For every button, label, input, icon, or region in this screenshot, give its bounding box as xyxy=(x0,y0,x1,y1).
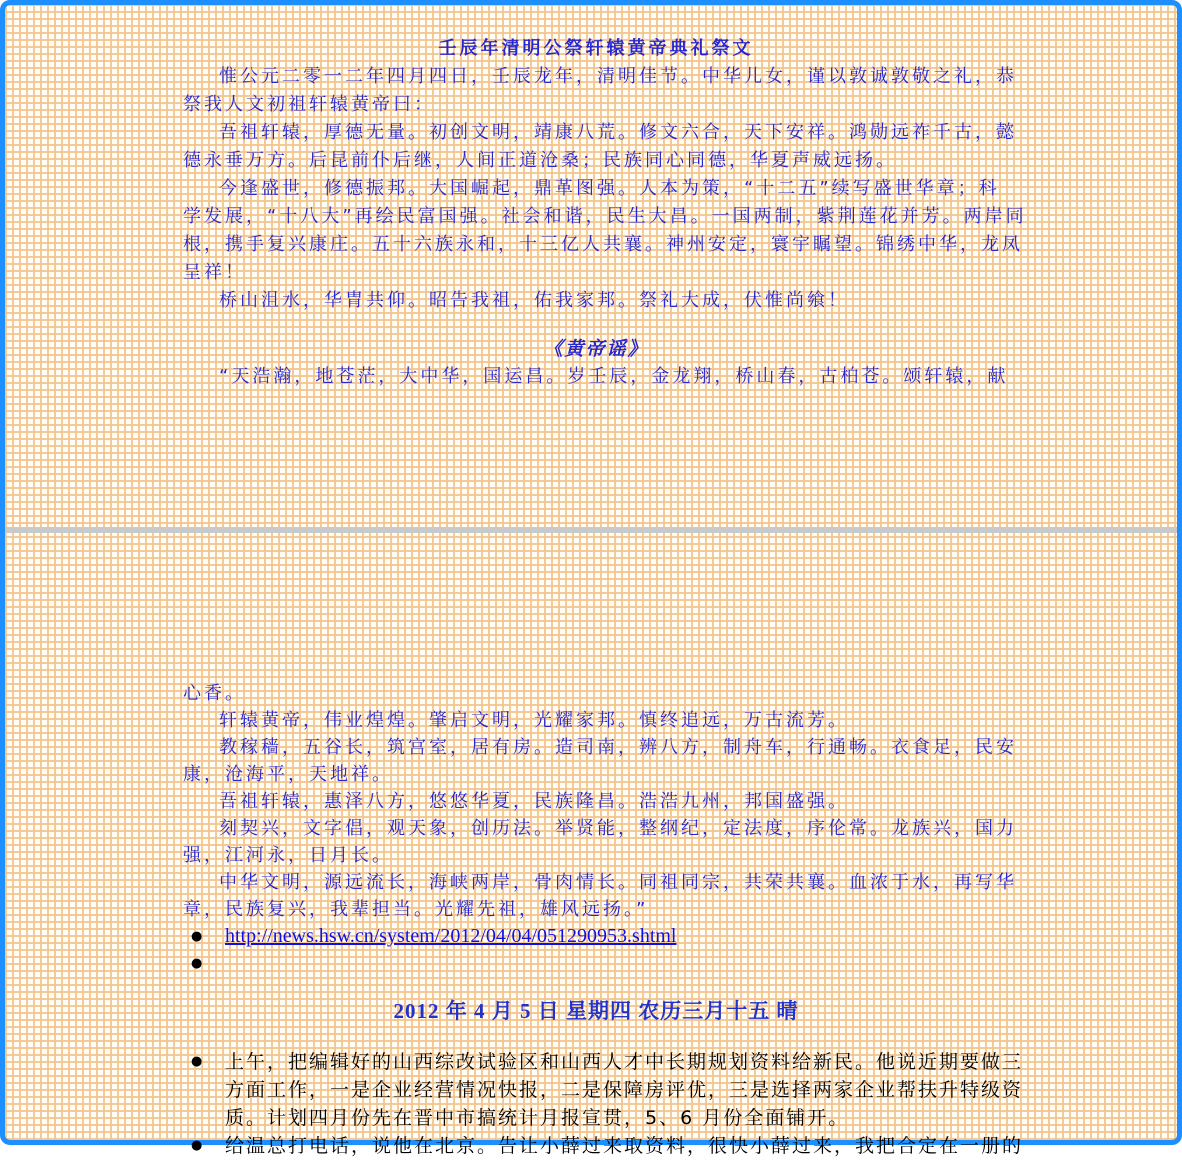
diary-section xyxy=(183,1048,1024,1160)
bullet-icon: ● xyxy=(191,1054,203,1069)
text-line: 心香。 xyxy=(183,683,246,704)
text-line: 康，沧海平，天地祥。 xyxy=(183,764,393,785)
diary-line: 上午，把编辑好的山西综改试验区和山西人才中长期规划资料给新民。他说近期要做三 xyxy=(225,1051,1024,1073)
text-line: 呈祥！ xyxy=(183,262,246,283)
text-line: 德永垂万方。后昆前仆后继，人间正道沧桑；民族同心同德，华夏声威远扬。 xyxy=(183,150,897,171)
page2-text-block xyxy=(183,680,1017,923)
text-line: “天浩瀚，地苍茫，大中华，国运昌。岁壬辰，金龙翔，桥山春，古柏苍。颂轩辕，献 xyxy=(219,366,1009,387)
text-line: 今逢盛世，修德振邦。大国崛起，鼎革图强。人本为策，“十二五”续写盛世华章；科 xyxy=(219,178,1000,199)
bullet-icon: ● xyxy=(191,1138,203,1153)
text-line: 教稼穑，五谷长，筑宫室，居有房。造司南，辨八方，制舟车，行通畅。衣食足，民安 xyxy=(219,737,1017,758)
source-link[interactable]: http://news.hsw.cn/system/2012/04/04/051290953.shtml xyxy=(225,925,677,947)
empty-bullet-item xyxy=(183,950,1009,977)
text-line: 根，携手复兴康庄。五十六族永和，十三亿人共襄。神州安定，寰宇瞩望。锦绣中华，龙凤 xyxy=(183,234,1023,255)
text-line: 学发展，“十八大”再绘民富国强。社会和谐，民生大昌。一国两制，紫荆莲花并芳。两岸同 xyxy=(183,206,1027,227)
diary-entry xyxy=(183,1132,1024,1160)
document-content xyxy=(5,5,1177,1157)
diary-entry xyxy=(183,1048,1024,1132)
diary-entry-text xyxy=(225,1048,1023,1132)
text-line: 章，民族复兴，我辈担当。光耀先祖，雄风远扬。” xyxy=(183,899,649,920)
text-line: 刻契兴，文字倡，观天象，创历法。举贤能，整纲纪，定法度，序伦常。龙族兴，国力 xyxy=(219,818,1017,839)
text-line: 祭我人文初祖轩辕黄帝曰： xyxy=(183,94,435,115)
text-line: 强，江河永，日月长。 xyxy=(183,845,393,866)
diary-entry-text xyxy=(225,1132,1023,1160)
diary-date-heading: 2012 年 4 月 5 日 星期四 农历三月十五 晴 xyxy=(393,999,799,1023)
diary-line: 方面工作，一是企业经营情况快报，二是保障房评优，三是选择两家企业帮扶升特级资 xyxy=(225,1079,1024,1101)
song-title: 《黄帝谣》 xyxy=(543,338,649,360)
diary-line: 质。计划四月份先在晋中市搞统计月报宣贯，5、6 月份全面铺开。 xyxy=(225,1107,850,1129)
text-line: 吾祖轩辕，厚德无量。初创文明，靖康八荒。修文六合，天下安祥。鸿勋远祚千古，懿 xyxy=(219,122,1017,143)
text-line: 吾祖轩辕，惠泽八方，悠悠华夏，民族隆昌。浩浩九州，邦国盛强。 xyxy=(219,791,849,812)
source-link-item xyxy=(183,923,1009,950)
diary-line: 给温总打电话，说他在北京。告让小薛过来取资料，很快小薛过来，我把合定在一册的 xyxy=(225,1135,1024,1157)
bullet-icon: ● xyxy=(191,956,203,971)
text-line: 轩辕黄帝，伟业煌煌。肇启文明，光耀家邦。慎终追远，万古流芳。 xyxy=(219,710,849,731)
bullet-icon: ● xyxy=(191,929,203,944)
page-gap xyxy=(183,391,1009,680)
text-line: 桥山沮水，华胄共仰。昭告我祖，佑我家邦。祭礼大成，伏惟尚飨！ xyxy=(219,290,849,311)
text-line: 中华文明，源远流长，海峡两岸，骨肉情长。同祖同宗，共荣共襄。血浓于水，再写华 xyxy=(219,872,1017,893)
text-line: 惟公元二零一二年四月四日，壬辰龙年，清明佳节。中华儿女，谨以敦诚敦敬之礼，恭 xyxy=(219,66,1017,87)
memorial-title: 壬辰年清明公祭轩辕黄帝典礼祭文 xyxy=(438,38,754,59)
